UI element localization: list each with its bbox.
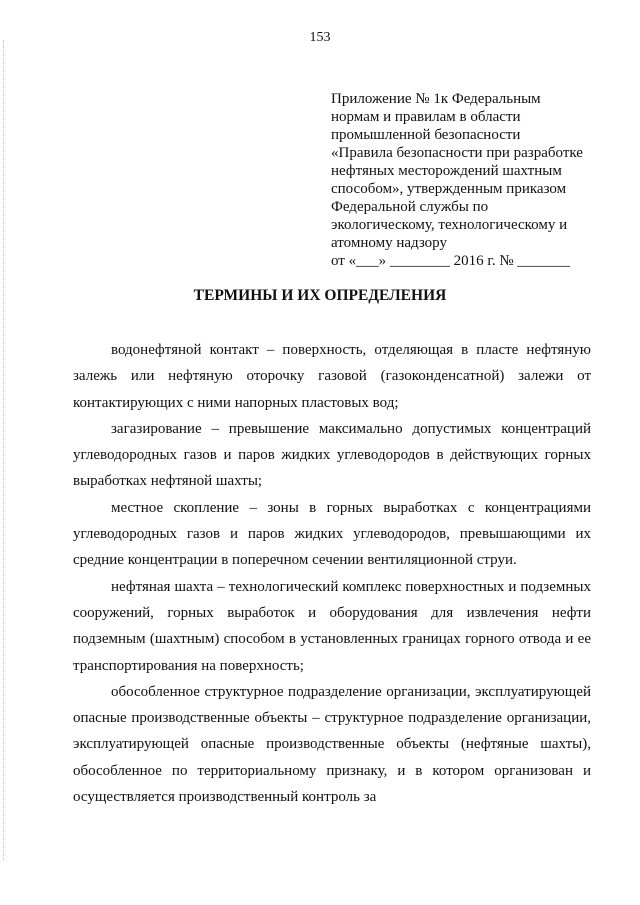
- appendix-header: [331, 90, 631, 270]
- appendix-line: Приложение № 1к Федеральным: [331, 91, 541, 107]
- definition-paragraph: загазирование – превышение максимально допустимых концентраций углеводородных газов и паров жидких углеводородов в действующих горных выработках нефтяной шахты;: [73, 420, 591, 490]
- appendix-line: Федеральной службы по: [331, 199, 489, 215]
- appendix-line: нормам и правилам в области: [331, 109, 521, 125]
- section-title: ТЕРМИНЫ И ИХ ОПРЕДЕЛЕНИЯ: [193, 287, 447, 304]
- definition-paragraph: водонефтяной контакт – поверхность, отделяющая в пласте нефтяную залежь или нефтяную оторочку газовой (газоконденсатной) залежи от контактирующих с ними напорных пластовых вод;: [73, 342, 591, 411]
- definition-paragraph: нефтяная шахта – технологический комплекс поверхностных и подземных сооружений, горных выработок и оборудования для извлечения нефти подземным (шахтным) способом в установленных границах горного отвода и ее транспортирования на поверхность;: [73, 578, 591, 674]
- appendix-line: нефтяных месторождений шахтным: [331, 163, 562, 179]
- definition-paragraph: обособленное структурное подразделение организации, эксплуатирующей опасные производственные объекты – структурное подразделение организации, эксплуатирующей опасные производственные объекты (нефтяные шахты), обособленное по территориальному признаку, и в котором организован и осуществляется производственный контроль за: [73, 683, 591, 806]
- appendix-line: атомному надзору: [331, 235, 447, 251]
- appendix-line: способом», утвержденным приказом: [331, 181, 567, 197]
- appendix-line: «Правила безопасности при разработке: [331, 145, 583, 161]
- appendix-line: экологическому, технологическому и: [331, 217, 568, 233]
- page-number: 153: [309, 30, 331, 45]
- definitions-body: [73, 337, 591, 810]
- scan-edge-mark: [3, 40, 5, 860]
- definition-paragraph: местное скопление – зоны в горных выработках с концентрациями углеводородных газов и паров жидких углеводородов, превышающими их средние концентрации в поперечном сечении вентиляционной струи.: [73, 499, 591, 569]
- appendix-order-line: от «___» ________ 2016 г. № _______: [331, 253, 570, 269]
- appendix-line: промышленной безопасности: [331, 127, 521, 143]
